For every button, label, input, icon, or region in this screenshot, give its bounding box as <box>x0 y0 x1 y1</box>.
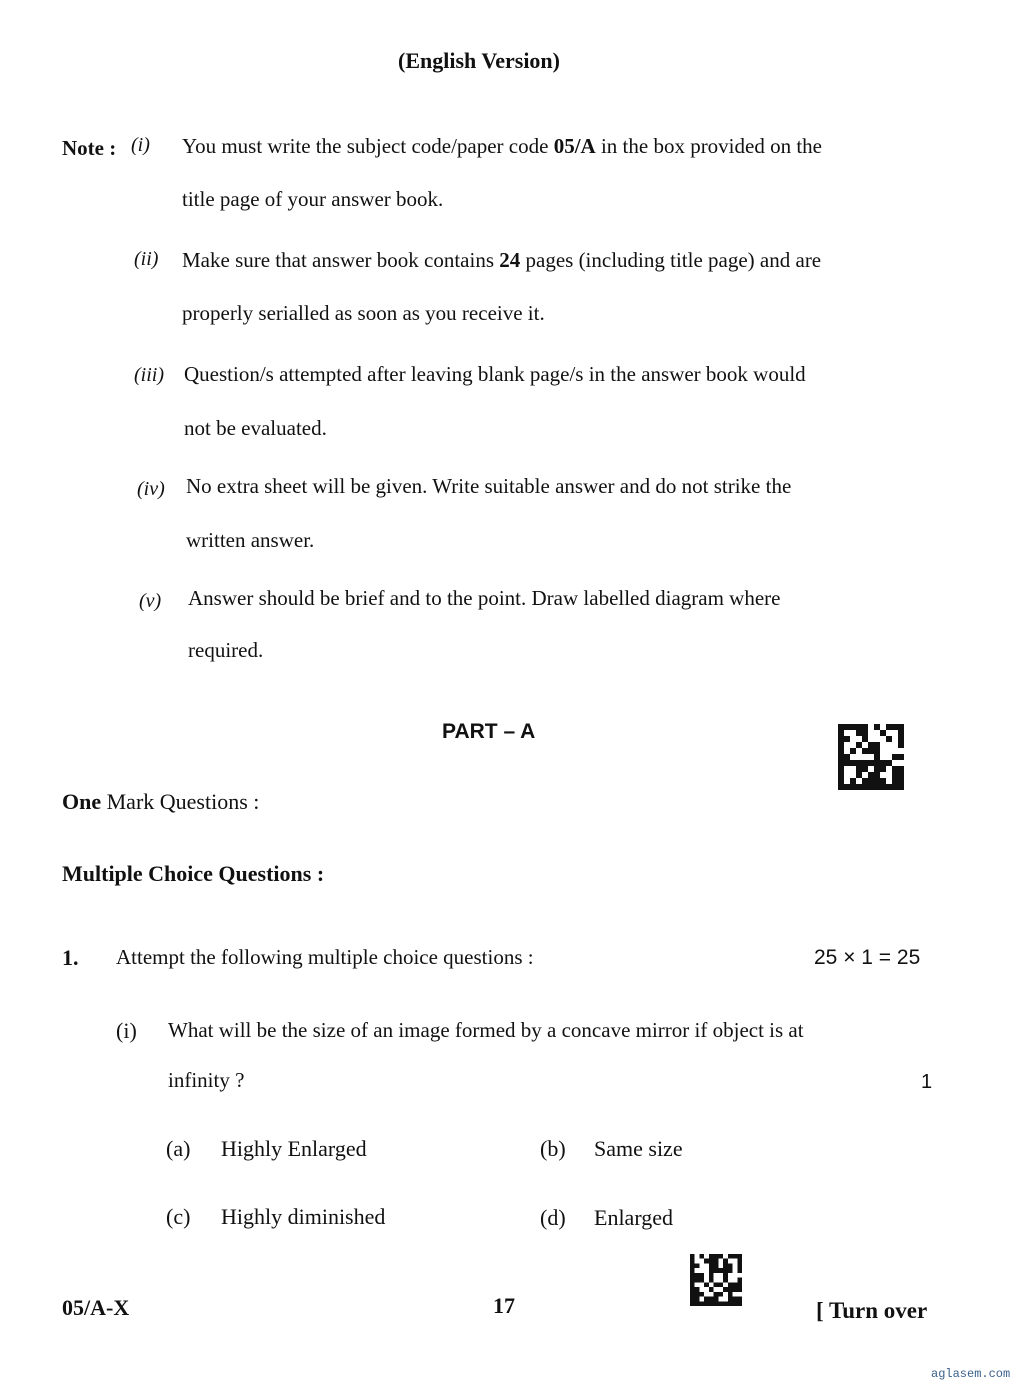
mcq-heading: Multiple Choice Questions : <box>62 861 325 886</box>
note-item-1-number: (i) <box>131 134 150 156</box>
note-item-3-text-line2: not be evaluated. <box>184 416 327 440</box>
option-a-label: (a) <box>166 1136 191 1161</box>
option-a-text: Highly Enlarged <box>221 1136 367 1161</box>
note-item-2-number: (ii) <box>134 248 159 270</box>
page-title: (English Version) <box>398 48 560 73</box>
note-item-5-text: Answer should be brief and to the point. Draw labelled diagram where <box>188 586 781 610</box>
part-title: PART – A <box>442 720 536 743</box>
subquestion-text-line2: infinity ? <box>168 1068 245 1092</box>
note-item-4-text: No extra sheet will be given. Write suitable answer and do not strike the <box>186 474 792 498</box>
note-item-5-text-line2: required. <box>188 638 264 662</box>
note-item-2-text-line2: properly serialled as soon as you receive it. <box>182 301 545 325</box>
footer-paper-code: 05/A-X <box>62 1295 130 1320</box>
note-item-2-text: Make sure that answer book contains 24 pages (including title page) and are <box>182 248 822 272</box>
subquestion-text: What will be the size of an image formed by a concave mirror if object is at <box>168 1018 804 1042</box>
option-c-label: (c) <box>166 1204 191 1229</box>
note-item-1-text: You must write the subject code/paper code 05/A in the box provided on the <box>182 134 822 158</box>
option-b-text: Same size <box>594 1136 683 1161</box>
footer-turn-over: [ Turn over <box>816 1298 928 1323</box>
note-item-3-number: (iii) <box>134 364 164 386</box>
subquestion-mark: 1 <box>921 1071 933 1093</box>
question-text: Attempt the following multiple choice questions : <box>116 945 534 969</box>
note-label: Note : <box>62 136 117 160</box>
qr-code-image <box>838 724 904 790</box>
subquestion-number: (i) <box>116 1018 137 1043</box>
option-d-text: Enlarged <box>594 1205 674 1230</box>
option-c-text: Highly diminished <box>221 1204 386 1229</box>
question-number: 1. <box>62 945 79 970</box>
note-item-4-text-line2: written answer. <box>186 528 315 552</box>
option-d-label: (d) <box>540 1205 566 1230</box>
note-item-3-text: Question/s attempted after leaving blank page/s in the answer book would <box>184 362 806 386</box>
note-item-5-number: (v) <box>139 590 162 612</box>
option-b-label: (b) <box>540 1136 566 1161</box>
note-item-1-text-line2: title page of your answer book. <box>182 187 444 211</box>
question-marks: 25 × 1 = 25 <box>814 946 921 969</box>
one-mark-heading: One Mark Questions : <box>62 789 260 814</box>
footer-page-number: 17 <box>493 1293 515 1318</box>
note-item-4-number: (iv) <box>137 478 165 500</box>
watermark-link[interactable]: aglasem.com <box>931 1367 1011 1381</box>
barcode-image <box>690 1254 742 1306</box>
